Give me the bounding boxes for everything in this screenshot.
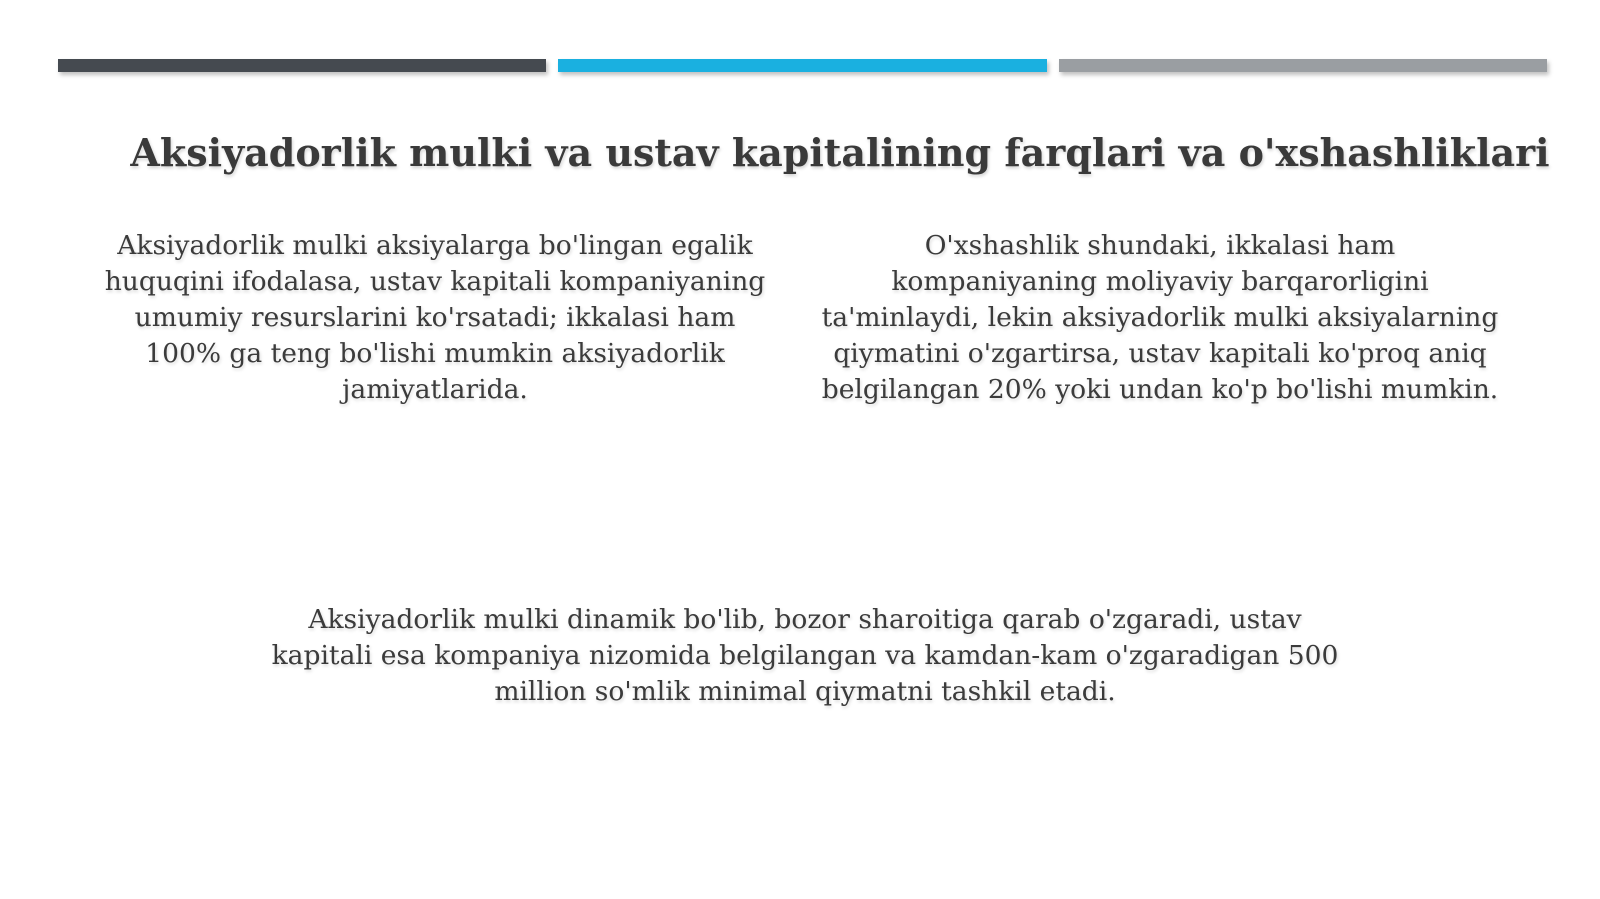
accent-bar-dark: [58, 59, 546, 72]
paragraph-similarities: O'xshashlik shundaki, ikkalasi ham kompaniyaning moliyaviy barqarorligini ta'minlaydi, lekin aksiyadorlik mulki aksiyalarning qiymatini o'zgartirsa, ustav kapitali ko'proq aniq belgilangan 20% yoki undan ko'p bo'lishi mumkin.: [821, 230, 1499, 405]
slide-title: Aksiyadorlik mulki va ustav kapitalining farqlari va o'xshashliklari: [130, 130, 1550, 176]
paragraph-summary: Aksiyadorlik mulki dinamik bo'lib, bozor sharoitiga qarab o'zgaradi, ustav kapitali esa kompaniya nizomida belgilangan va kamdan-kam o'zgaradigan 500 million so'mlik minimal qiymatni tashkil etadi.: [271, 604, 1339, 707]
accent-bar-light: [1059, 59, 1547, 72]
accent-bar-blue: [558, 59, 1047, 72]
paragraph-differences: Aksiyadorlik mulki aksiyalarga bo'lingan egalik huquqini ifodalasa, ustav kapitali kompaniyaning umumiy resurslarini ko'rsatadi; ikkalasi ham 100% ga teng bo'lishi mumkin aksiyadorlik jamiyatlarida.: [104, 230, 766, 405]
